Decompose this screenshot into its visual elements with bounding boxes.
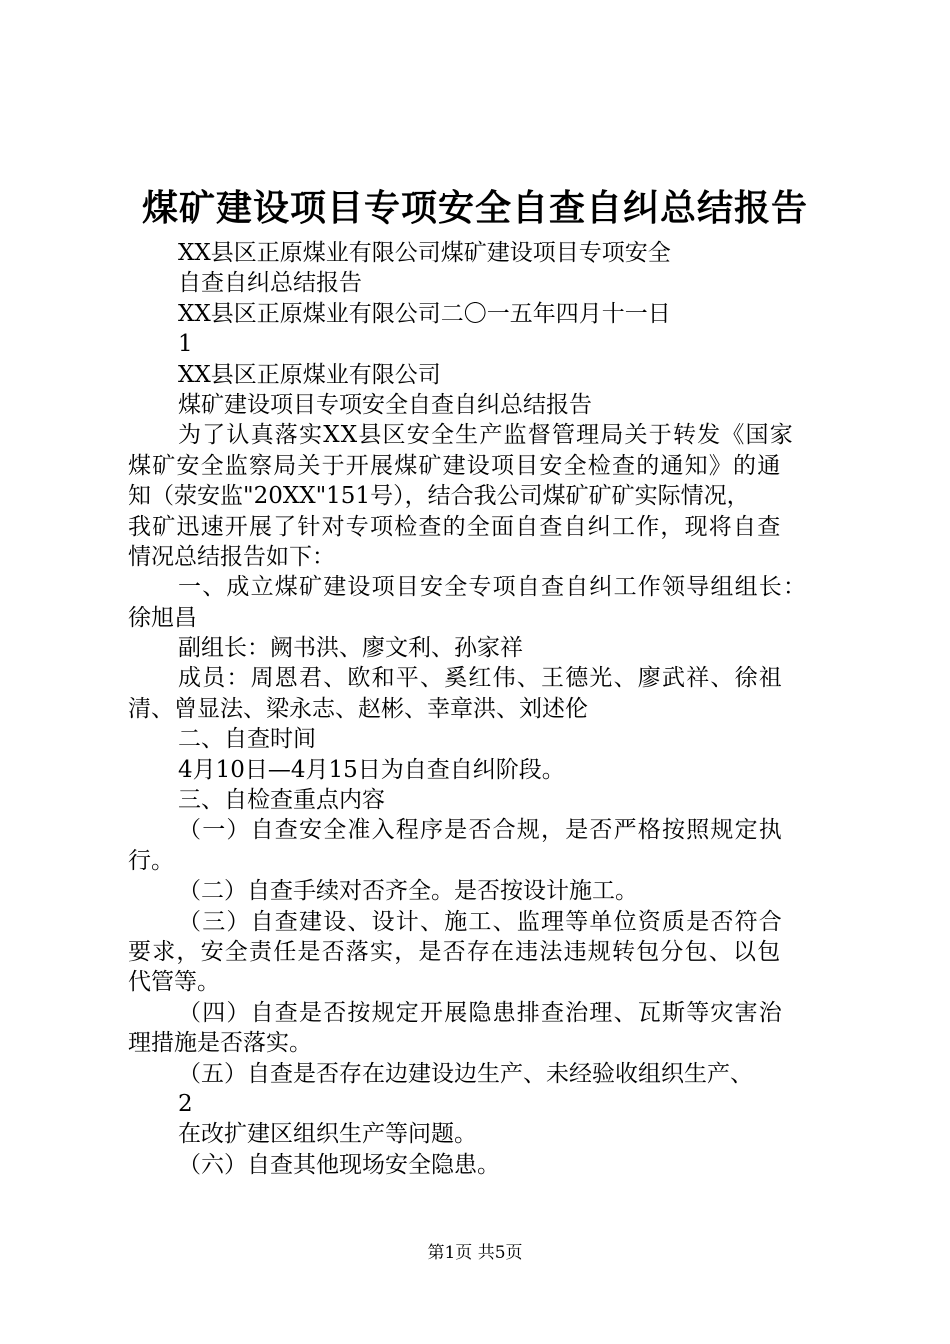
body-line: （一）自查安全准入程序是否合规，是否严格按照规定执: [178, 817, 783, 844]
body-line: 在改扩建区组织生产等问题。: [178, 1121, 477, 1148]
body-line: （四）自查是否按规定开展隐患排查治理、瓦斯等灾害治: [178, 999, 783, 1026]
body-line: 知（荥安监"20XX"151号），结合我公司煤矿矿矿实际情况，: [128, 483, 750, 510]
body-line: 为了认真落实XX县区安全生产监督管理局关于转发《国家: [178, 422, 794, 449]
document-body: [128, 238, 828, 1180]
body-line: （三）自查建设、设计、施工、监理等单位资质是否符合: [178, 908, 783, 935]
body-line: 要求，安全责任是否落实，是否存在违法违规转包分包、以包: [128, 938, 782, 965]
page-footer: 第1页 共5页: [427, 1243, 523, 1263]
body-line: 自查自纠总结报告: [178, 270, 362, 297]
page-number-marker: 2: [178, 1090, 193, 1117]
body-line: 一、成立煤矿建设项目安全专项自查自纠工作领导组组长：: [178, 574, 808, 601]
body-line: 4月10日—4月15日为自查自纠阶段。: [178, 756, 565, 783]
body-line: 代管等。: [128, 969, 220, 996]
body-line: 我矿迅速开展了针对专项检查的全面自查自纠工作，现将自查: [128, 513, 782, 540]
body-line: 理措施是否落实。: [128, 1030, 312, 1057]
body-line: （六）自查其他现场安全隐患。: [178, 1151, 500, 1178]
body-line: XX县区正原煤业有限公司二〇一五年四月十一日: [178, 300, 671, 327]
body-line: 煤矿建设项目专项安全自查自纠总结报告: [178, 391, 592, 418]
body-line: （二）自查手续对否齐全。是否按设计施工。: [178, 878, 638, 905]
body-line: （五）自查是否存在边建设边生产、未经验收组织生产、: [178, 1060, 753, 1087]
body-line: 徐旭昌: [128, 604, 197, 631]
section-heading: 二、自查时间: [178, 726, 316, 753]
body-line: 情况总结报告如下：: [128, 543, 335, 570]
body-line: 副组长：阙书洪、廖文利、孙家祥: [178, 635, 523, 662]
body-line: 行。: [128, 847, 174, 874]
page-number-marker: 1: [178, 331, 193, 358]
body-line: 清、曾显法、梁永志、赵彬、幸章洪、刘述伦: [128, 695, 588, 722]
document-title: 煤矿建设项目专项安全自查自纠总结报告: [141, 187, 808, 229]
body-line: XX县区正原煤业有限公司煤矿建设项目专项安全: [178, 240, 671, 266]
body-line: 煤矿安全监察局关于开展煤矿建设项目安全检查的通知》的通: [128, 452, 782, 479]
body-line: 成员：周恩君、欧和平、奚红伟、王德光、廖武祥、徐祖: [178, 665, 783, 692]
section-heading: 三、自检查重点内容: [178, 787, 385, 814]
body-line: XX县区正原煤业有限公司: [178, 361, 441, 388]
